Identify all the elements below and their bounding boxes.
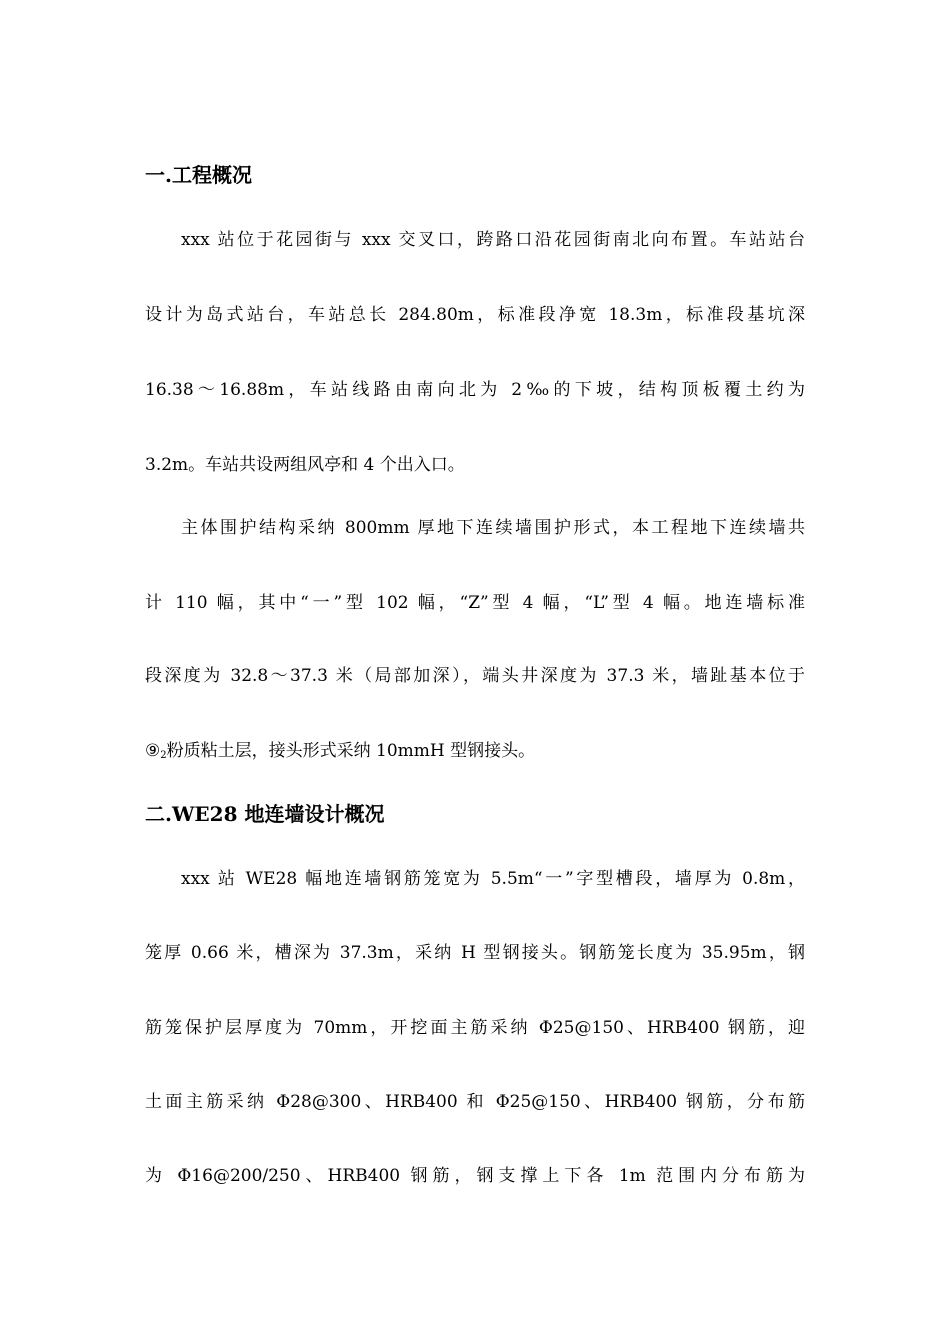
paragraph-line: 计 110 幅，其中“一”型 102 幅，“Z”型 4 幅，“L”型 4 幅。地连墙标准 <box>145 593 805 613</box>
paragraph-line-last <box>145 740 805 767</box>
paragraph-line: 为 Φ16@200/250、HRB400 钢筋，钢支撑上下各 1m 范围内分布筋为 <box>145 1166 805 1186</box>
subscript-number: 2 <box>160 750 167 761</box>
paragraph-line: xxx 站 WE28 幅地连墙钢筋笼宽为 5.5m“一”字型槽段，墙厚为 0.8m， <box>181 869 805 889</box>
circled-number: ⑨ <box>145 741 161 761</box>
paragraph-line: 土面主筋采纳 Φ28@300、HRB400 和 Φ25@150、HRB400 钢筋，分布筋 <box>145 1092 805 1112</box>
line-text: 粉质粘土层，接头形式采纳 10mmH 型钢接头。 <box>166 741 536 761</box>
paragraph-line: xxx 站位于花园街与 xxx 交叉口，跨路口沿花园街南北向布置。车站站台 <box>181 230 805 250</box>
paragraph-line: 3.2m。车站共设两组风亭和 4 个出入口。 <box>145 455 465 475</box>
paragraph-line: 主体围护结构采纳 800mm 厚地下连续墙围护形式，本工程地下连续墙共 <box>181 518 805 538</box>
paragraph-line: 16.38～16.88m，车站线路由南向北为 2‰的下坡，结构顶板覆土约为 <box>145 380 805 400</box>
paragraph-line: 段深度为 32.8～37.3 米（局部加深），端头井深度为 37.3 米，墙趾基本位于 <box>145 666 805 686</box>
section-heading-1: 一.工程概况 <box>145 163 252 187</box>
paragraph-line: 笼厚 0.66 米，槽深为 37.3m，采纳 H 型钢接头。钢筋笼长度为 35.95m，钢 <box>145 943 805 963</box>
section-heading-2: 二.WE28 地连墙设计概况 <box>145 802 385 826</box>
paragraph-line: 筋笼保护层厚度为 70mm，开挖面主筋采纳 Φ25@150、HRB400 钢筋，迎 <box>145 1018 805 1038</box>
paragraph-line: 设计为岛式站台，车站总长 284.80m，标准段净宽 18.3m，标准段基坑深 <box>145 305 805 325</box>
